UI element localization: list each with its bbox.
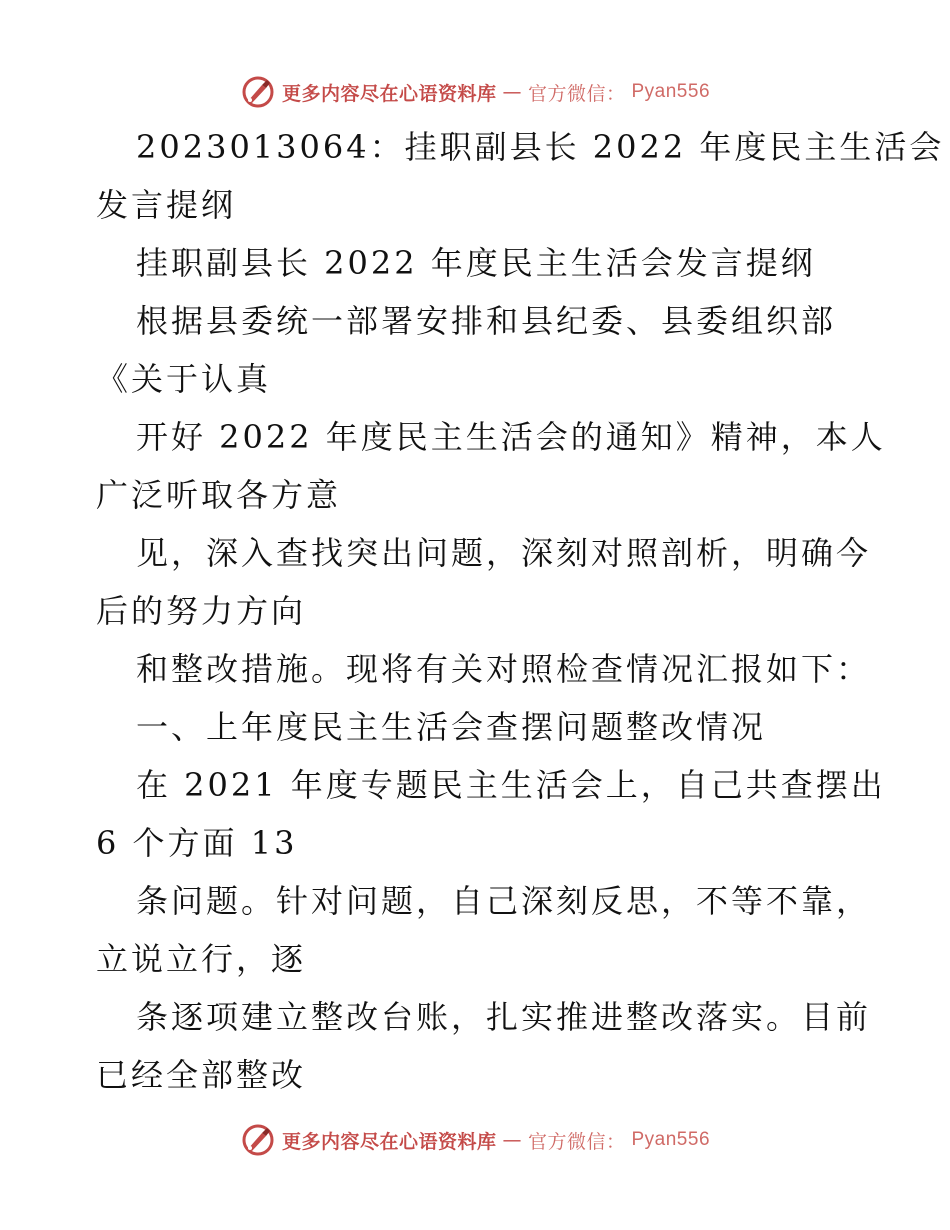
watermark-separator: — (502, 1129, 522, 1151)
watermark-main-text: 更多内容尽在心语资料库 (281, 82, 497, 105)
document-line: 一、上年度民主生活会查摆问题整改情况 (136, 708, 767, 746)
pen-logo-icon (240, 74, 276, 110)
document-line: 挂职副县长 2022 年度民主生活会发言提纲 (136, 244, 816, 282)
document-line: 见，深入查找突出问题，深刻对照剖析，明确今 (136, 534, 872, 572)
document-line: 《关于认真 (96, 360, 272, 398)
watermark-banner-bottom (0, 1120, 950, 1160)
watermark-separator: — (502, 81, 522, 103)
document-line: 条逐项建立整改台账，扎实推进整改落实。目前 (136, 998, 872, 1036)
document-line: 发言提纲 (96, 186, 237, 224)
document-line: 2023013064：挂职副县长 2022 年度民主生活会 (136, 128, 945, 166)
watermark-id-text: Pyan556 (631, 81, 711, 102)
document-line: 条问题。针对问题，自己深刻反思，不等不靠， (136, 882, 872, 920)
document-line: 根据县委统一部署安排和县纪委、县委组织部 (136, 302, 837, 340)
document-line: 立说立行，逐 (96, 940, 307, 978)
pen-logo-icon (240, 1122, 276, 1158)
document-line: 在 2021 年度专题民主生活会上，自己共查摆出 (136, 766, 886, 804)
document-body (96, 118, 945, 1104)
document-line: 已经全部整改 (96, 1056, 307, 1094)
watermark-banner-top (0, 72, 950, 112)
document-line: 开好 2022 年度民主生活会的通知》精神，本人 (136, 418, 886, 456)
document-line: 广泛听取各方意 (96, 476, 342, 514)
document-line: 后的努力方向 (96, 592, 307, 630)
watermark-main-text: 更多内容尽在心语资料库 (281, 1130, 497, 1153)
document-line: 6 个方面 13 (96, 824, 298, 862)
watermark-id-text: Pyan556 (631, 1129, 711, 1150)
watermark-sub-text: 官方微信： (527, 1130, 626, 1153)
document-line: 和整改措施。现将有关对照检查情况汇报如下： (136, 650, 872, 688)
watermark-sub-text: 官方微信： (527, 82, 626, 105)
